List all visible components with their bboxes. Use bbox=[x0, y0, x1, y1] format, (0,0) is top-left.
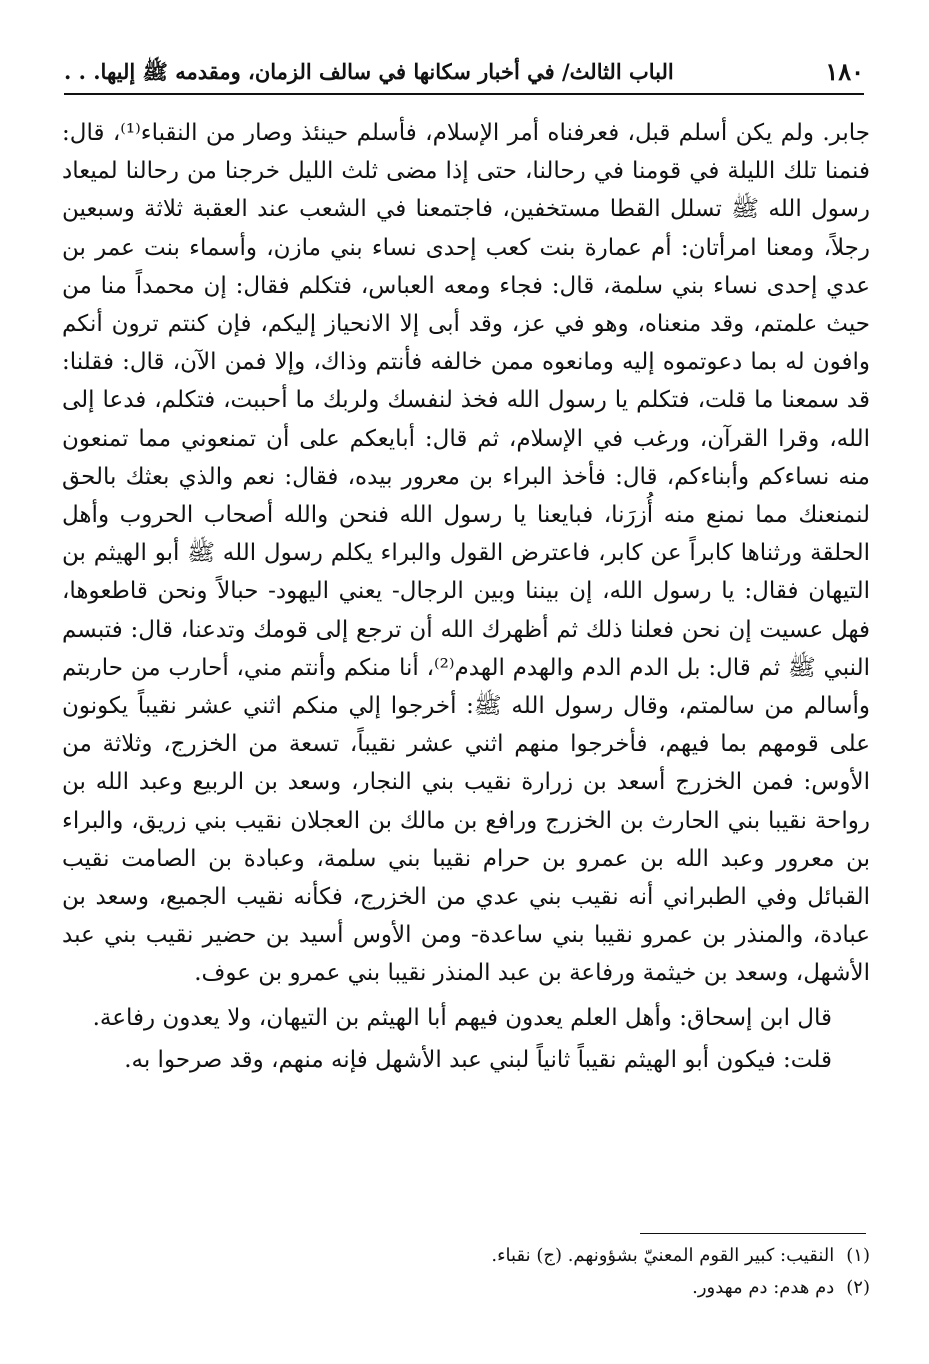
footnote-number: (١) bbox=[846, 1245, 870, 1266]
footnote-text: النقيب: كبير القوم المعنيّ بشؤونهم. (ج) نقباء. bbox=[491, 1245, 835, 1266]
footnote-number: (٢) bbox=[846, 1277, 870, 1298]
footnote-2 bbox=[62, 1272, 870, 1304]
body-paragraph-3: قلت: فيكون أبو الهيثم نقيباً ثانياً لبني عبد الأشهل فإنه منهم، وقد صرحوا به. bbox=[124, 1046, 832, 1073]
page-header bbox=[64, 52, 864, 92]
body-paragraph-1: جابر. ولم يكن أسلم قبل، فعرفناه أمر الإسلام، فأسلم حينئذ وصار من النقباء⁽¹⁾، قال: فنمنا تلك الليلة في قومنا في رحالنا، حتى إذا مضى ثلث الليل خرجنا من رحالنا لميعاد رسول الله ﷺ تسلل القطا مستخفين، فاجتمعنا في الشعب عند العقبة ثلاثة وسبعين رجلاً، ومعنا امرأتان: أم عمارة بنت كعب إحدى نساء بني مازن، وأسماء بنت عمر بن عدي إحدى نساء بني سلمة، قال: فجاء ومعه العباس، فتكلم فقال: إن محمداً منا من حيث علمتم، وقد منعناه، وهو في عز، وقد أبى إلا الانحياز إليكم، فإن كنتم ترون أنكم وافون له بما دعوتموه إليه ومانعوه ممن خالفه فأنتم وذاك، وإلا فمن الآن، قال: فقلنا: قد سمعنا ما قلت، فتكلم يا رسول الله فخذ لنفسك ولربك ما أحببت، فتكلم، فدعا إلى الله، وقرا القرآن، ورغب في الإسلام، ثم قال: أبايعكم على أن تمنعوني مما تمنعون منه نساءكم وأبناءكم، قال: فأخذ البراء بن معرور بيده، فقال: نعم والذي بعثك بالحق لنمنعنك مما نمنع منه أُزرَنا، فبايعنا يا رسول الله فنحن والله أصحاب الحروب وأهل الحلقة ورثناها كابراً عن كابر، فاعترض القول والبراء يكلم رسول الله ﷺ أبو الهيثم بن التيهان فقال: يا رسول الله، إن بيننا وبين الرجال- يعني اليهود- حبالاً ونحن قاطعوها، فهل عسيت إن نحن فعلنا ذلك ثم أظهرك الله أن ترجع إلى قومك وتدعنا، قال: فتبسم النبي ﷺ ثم قال: بل الدم الدم والهدم الهدم⁽²⁾، أنا منكم وأنتم مني، أحارب من حاربتم وأسالم من سالمتم، وقال رسول الله ﷺ: أخرجوا إلي منكم اثني عشر نقيباً يكونون على قومهم بما فيهم، فأخرجوا منهم اثني عشر نقيباً، تسعة من الخزرج، وثلاثة من الأوس: فمن الخزرج أسعد بن زرارة نقيب بني النجار، وسعد بن الربيع وعبد الله بن رواحة نقيبا بني الحارث بن الخزرج ورافع بن مالك بن العجلان نقيب بني زريق، والبراء بن معرور وعبد الله بن عمرو بن حرام نقيبا بني سلمة، وعبادة بن الصامت نقيب القبائل وفي الطبراني أنه نقيب بني عدي من الخزرج، فكأنه نقيب الجميع، وسعد بن عبادة، والمنذر بن عمرو نقيبا بني ساعدة- ومن الأوس أسيد بن حضير نقيب بني عبد الأشهل، وسعد بن خيثمة ورفاعة بن عبد المنذر نقيبا بني عمرو بن عوف. bbox=[62, 120, 870, 987]
footnote-1 bbox=[62, 1240, 870, 1272]
running-title: الباب الثالث/ في أخبار سكانها في سالف الزمان، ومقدمه ﷺ إليها. . . bbox=[64, 59, 674, 84]
body-paragraph-2: قال ابن إسحاق: وأهل العلم يعدون فيهم أبا الهيثم بن التيهان، ولا يعدون رفاعة. bbox=[92, 1004, 832, 1031]
footnote-text: دم هدم: دم مهدور. bbox=[692, 1277, 835, 1298]
footnotes bbox=[62, 1240, 870, 1304]
page-number: ١٨٠ bbox=[825, 57, 864, 86]
body-text bbox=[62, 114, 870, 1083]
footnote-separator bbox=[640, 1233, 866, 1234]
header-rule bbox=[64, 93, 864, 95]
